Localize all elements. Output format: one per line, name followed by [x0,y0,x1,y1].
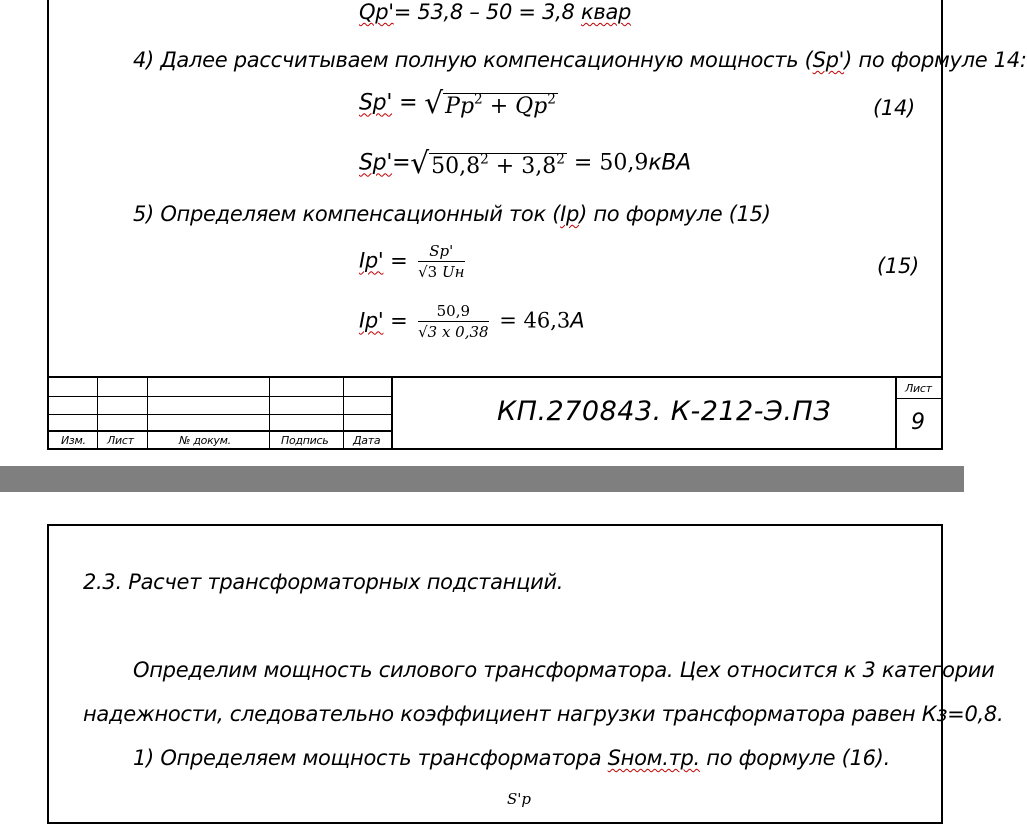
formula-14b-exp-b: 2 [556,151,565,168]
qp-symbol: Qp' [359,0,394,24]
step-5-symbol: Ip [560,202,580,226]
qp-expression: = 53,8 – 50 = 3,8 [393,0,575,24]
title-block [49,376,941,450]
step-4-text-start: 4) Далее рассчитываем полную компенсационную мощность ( [133,48,813,72]
formula-15b-denominator: √3 x 0,38 [418,323,489,341]
paragraph-line-2: надежности, следовательно коэффициент нагрузки трансформатора равен Кз=0,8. [83,702,1004,726]
formula-15b-result: = 46,3 [499,308,571,333]
formula-14 [359,86,558,121]
step-4-symbol: Sp' [812,48,845,72]
step-4-text [133,48,1027,72]
formula-14b-eq: = [392,150,411,176]
step-1-text-end: по формуле (16). [699,746,890,770]
step-1-text [133,746,890,770]
formula-15-numerator: Sp' [418,242,464,262]
formula-15b-unit: А [570,308,585,333]
stamp-col-doc-number: № докум. [179,434,231,447]
formula-14-eq: = [399,90,418,116]
qp-result-line [359,0,631,24]
page-separator [0,466,964,492]
formula-14-number: (14) [873,96,915,120]
stamp-col-signature: Подпись [281,434,329,447]
formula-14-radical: √Pp$^2$ + Qp$^2$ [424,86,556,121]
step-4-text-end: ) по формуле 14: [844,48,1027,72]
formula-14-lhs: Sp' [359,90,393,116]
document-page-9 [47,0,1027,450]
formula-15b-fraction [418,302,489,341]
step-5-text-end: ) по формуле (15) [579,202,771,226]
step-5-text [133,202,771,226]
stamp-col-sheet: Лист [107,434,134,447]
formula-15-fraction [418,242,464,281]
formula-14-exp-b: 2 [547,91,556,108]
step-1-text-start: 1) Определяем мощность трансформатора [133,746,608,770]
formula-15-den-root: √3 [418,263,438,281]
step-5-text-start: 5) Определяем компенсационный ток ( [133,202,561,226]
sheet-number: 9 [911,410,925,435]
formula-15-calculation [359,302,584,341]
formula-14-term-qp: Qp [515,94,548,119]
formula-15b-lhs: Ip' [359,308,384,333]
formula-15-lhs: Ip' [359,248,384,273]
formula-14-plus: + [489,94,509,119]
formula-14b-radical: $√50,8^2 + 3,8^2$ [410,146,565,181]
formula-14b-exp-a: 2 [480,151,489,168]
formula-14b-result: = 50,9 [573,150,649,176]
formula-15-eq: = [390,248,408,273]
stamp-col-date: Дата [353,434,381,447]
formula-15b-eq: = [390,308,408,333]
qp-unit: квар [580,0,632,24]
formula-14b-term-b: 3,8 [521,154,557,179]
section-heading: 2.3. Расчет трансформаторных подстанций. [83,570,564,594]
formula-14-exp-a: 2 [474,91,483,108]
formula-15-number: (15) [877,254,919,278]
sheet-label: Лист [905,382,932,395]
document-code: КП.270843. К-212-Э.ПЗ [497,396,832,427]
stamp-col-change: Изм. [61,434,86,447]
formula-14b-unit: кВА [648,150,691,176]
formula-14b-term-a: 50,8 [431,154,481,179]
formula-14-calculation [359,146,691,181]
step-1-symbol: Sном.тр. [607,746,700,770]
formula-14b-plus: + [495,154,515,179]
formula-16-partial: S'p [507,790,532,808]
formula-14b-lhs: Sp' [359,150,393,176]
paragraph-line-1: Определим мощность силового трансформатора. Цех относится к 3 категории [133,658,995,682]
document-page-10 [47,524,1004,824]
formula-15-den-u: Uн [441,263,465,281]
formula-14-term-pp: Pp [445,94,475,119]
formula-15-denominator [418,262,464,281]
formula-15 [359,242,469,281]
formula-15b-numerator: 50,9 [418,302,489,322]
